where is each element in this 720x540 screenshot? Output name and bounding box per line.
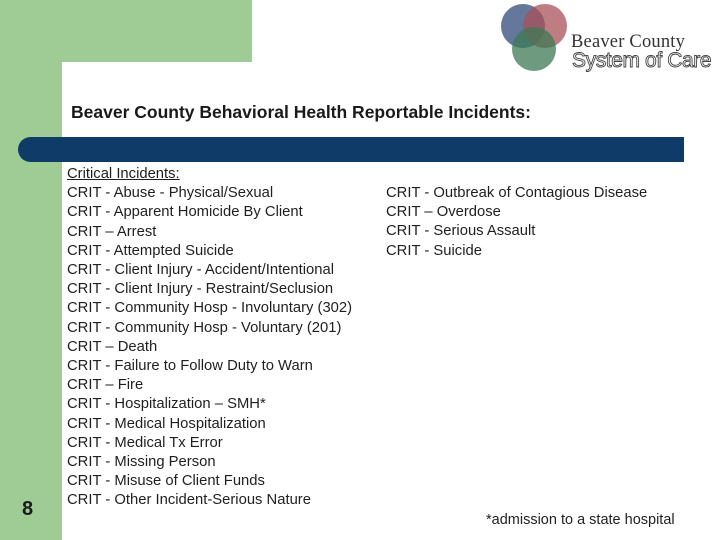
incident-list-column-2: [386, 184, 647, 261]
list-item: CRIT - Attempted Suicide: [67, 242, 234, 259]
incident-list-heading: Critical Incidents:: [67, 166, 180, 182]
list-item: CRIT - Medical Hospitalization: [67, 415, 266, 432]
logo-circle-green: [512, 27, 556, 71]
list-item: CRIT - Other Incident-Serious Nature: [67, 492, 311, 509]
list-item: CRIT - Missing Person: [67, 454, 216, 471]
logo-text-line1: Beaver County: [571, 32, 686, 52]
list-item: CRIT - Community Hosp - Voluntary (201): [67, 319, 342, 336]
title-bar: [18, 137, 684, 162]
list-item: CRIT – Overdose: [386, 204, 501, 221]
list-item: CRIT - Failure to Follow Duty to Warn: [67, 358, 313, 375]
list-item: CRIT - Outbreak of Contagious Disease: [386, 185, 648, 201]
list-item: CRIT – Fire: [67, 377, 144, 394]
green-frame-left: [0, 0, 62, 540]
list-item: CRIT - Client Injury - Restraint/Seclusion: [67, 281, 334, 298]
list-item: CRIT - Medical Tx Error: [67, 434, 223, 451]
list-item: CRIT - Misuse of Client Funds: [67, 473, 265, 490]
list-item: CRIT - Serious Assault: [386, 223, 536, 240]
page-number: 8: [22, 498, 34, 520]
list-item: CRIT - Community Hosp - Involuntary (302): [67, 300, 353, 317]
footnote: *admission to a state hospital: [486, 512, 675, 528]
list-item: CRIT - Hospitalization – SMH*: [67, 396, 266, 413]
incident-list-column-1: [67, 165, 352, 511]
logo-circles-icon: [496, 2, 576, 76]
logo: [496, 2, 720, 76]
list-item: CRIT - Suicide: [386, 242, 482, 259]
logo-text-line2: System of Care: [572, 49, 712, 72]
slide-title: Beaver County Behavioral Health Reportable Incidents:: [71, 102, 531, 122]
list-item: CRIT - Abuse - Physical/Sexual: [67, 185, 274, 202]
green-frame-top: [0, 0, 252, 62]
list-item: CRIT – Death: [67, 338, 158, 355]
list-item: CRIT - Apparent Homicide By Client: [67, 204, 303, 221]
list-item: CRIT – Arrest: [67, 223, 157, 240]
list-item: CRIT - Client Injury - Accident/Intentional: [67, 262, 335, 279]
